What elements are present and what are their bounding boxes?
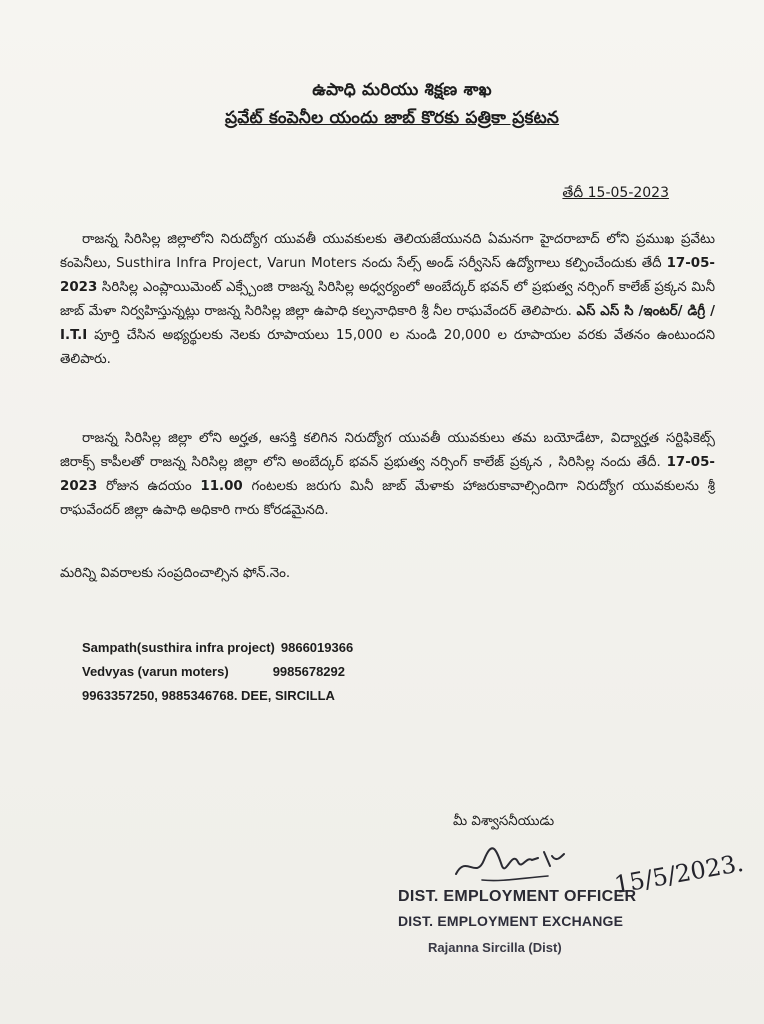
contact-row (82, 636, 353, 660)
paragraph-instructions (60, 427, 715, 523)
contact-name: 9963357250, 9885346768. DEE, SIRCILLA (82, 688, 335, 703)
contact-list (82, 636, 353, 708)
paragraph-announcement (60, 228, 715, 372)
signature (452, 836, 572, 886)
department-heading: ఉపాధి మరియు శిక్షణ శాఖ (312, 80, 492, 100)
paragraph2-lead: రాజన్న సిరిసిల్ల జిల్లా లోని అర్హత, ఆసక్తి కలిగిన నిరుద్యోగ యువతీ యువకులు తమ బయోడేటా, విద్యార్హత సర్టిఫికెట్స్ జిరాక్స్ కాపీలతో రాజన్న సిరిసిల్ల జిల్లా లోని అంబేద్కర్ భవన్ ప్రభుత్వ నర్సింగ్ కాలేజ్ ప్రక్కన , సిరిసిల్ల నందు తేదీ. (60, 431, 715, 470)
contact-row (82, 660, 353, 684)
stamp-office-name: DIST. EMPLOYMENT EXCHANGE (398, 913, 624, 929)
paragraph1-qualification: ఎస్ ఎస్ సి /ఇంటర్/ డిగ్రీ / I.T.I (60, 304, 715, 343)
contact-phone: 9866019366 (280, 640, 354, 655)
contact-name: Sampath(susthira infra project) (82, 640, 275, 655)
closing-salutation: మీ విశ్వాసనీయుడు (453, 814, 555, 829)
paragraph2-middle: రోజున ఉదయం (97, 479, 201, 494)
subject-heading: ప్రవేట్ కంపెనీల యందు జాబ్ కొరకు పత్రికా ప్రకటన (224, 108, 560, 128)
stamp-officer-title: DIST. EMPLOYMENT OFFICER (398, 888, 637, 905)
paragraph1-date: 17-05-2023 (60, 256, 715, 295)
contact-name: Vedvyas (varun moters) (82, 664, 229, 679)
handwritten-date-text: 15/5/2023. (612, 848, 746, 900)
paragraph1-tail: పూర్తి చేసిన అభ్యర్థులకు నెలకు రూపాయలు 15,000 ల నుండి 20,000 ల రూపాయల వరకు వేతనం ఉంటుందని తెలిపారు. (60, 328, 715, 367)
paragraph1-lead: రాజన్న సిరిసిల్ల జిల్లాలోని నిరుద్యోగ యువతీ యువకులకు తెలియజేయునది ఏమనగా హైదరాబాద్ లోని ప్రముఖ ప్రవేటు కంపెనీలు, Susthira Infra Project, Varun Moters నందు సేల్స్ అండ్ సర్వీసెస్ ఉద్యోగాలు కల్పించేందుకు తేదీ (60, 232, 715, 271)
contact-note: మరిన్ని వివరాలకు సంప్రదించాల్సిన ఫోన్.నెం. (60, 566, 291, 581)
stamp-location: Rajanna Sircilla (Dist) (428, 940, 562, 955)
paragraph2-date: 17-05-2023 (60, 455, 715, 494)
contact-row (82, 684, 353, 708)
paragraph1-middle: సిరిసిల్ల ఎంప్లాయిమెంట్ ఎక్స్చేంజి రాజన్న సిరిసిల్ల అధ్వర్యంలో అంబేద్కర్ భవన్ లో ప్రభుత్వ నర్సింగ్ కాలేజ్ ప్రక్కన మినీ జాబ్ మేళా నిర్వహిస్తున్నట్లు రాజన్న సిరిసిల్ల జిల్లా ఉపాధి కల్పనాధికారి శ్రీ నీల రాఘవేందర్ తెలిపారు. (60, 280, 715, 319)
contact-phone: 9985678292 (272, 664, 345, 679)
paragraph2-tail: గంటలకు జరుగు మినీ జాబ్ మేళాకు హాజరుకావాల్సిందిగా నిరుద్యోగ యువకులను శ్రీ రాఘవేందర్ జిల్లా ఉపాధి అధికారి గారు కోరడమైనది. (60, 479, 715, 518)
document-date: తేదీ 15-05-2023 (562, 185, 669, 201)
paragraph2-time: 11.00 (200, 479, 243, 494)
